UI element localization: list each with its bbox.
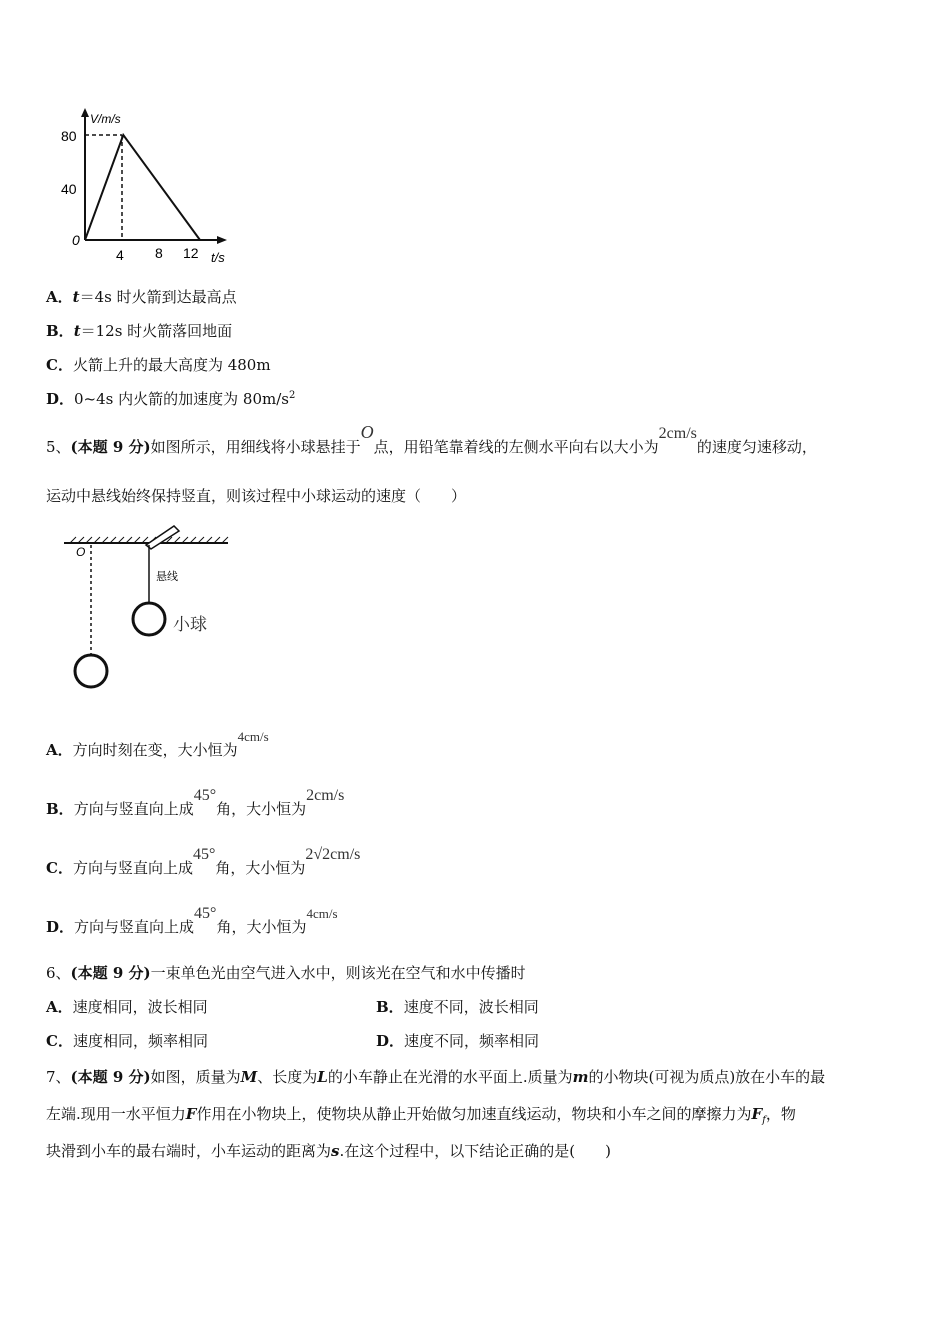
label-O: O: [76, 545, 86, 559]
q7-stem-line3: 块滑到小车的最右端时，小车运动的距离为s.在这个过程中，以下结论正确的是( ): [46, 1142, 611, 1160]
x-tick-12: 12: [183, 245, 199, 261]
q4-option-a: A．t＝4s 时火箭到达最高点: [46, 288, 237, 306]
initial-ball: [75, 655, 107, 687]
x-tick-8: 8: [155, 245, 163, 261]
q4-option-d: D．0~4s 内火箭的加速度为 $80m/s^2$: [46, 390, 296, 408]
q4-option-c: C．火箭上升的最大高度为 480m: [46, 356, 271, 374]
q5-option-d: D．方向与竖直向上成45°角，大小恒为4cm/s: [46, 905, 338, 936]
q6-option-b: B．速度不同，波长相同: [376, 998, 539, 1016]
y-tick-80: 80: [61, 128, 77, 144]
q7-stem-line2: 左端.现用一水平恒力F作用在小物块上，使物块从静止开始做匀加速直线运动，物块和小车之间的摩擦力为$F_f$，物: [46, 1105, 796, 1126]
y-tick-40: 40: [61, 181, 77, 197]
y-tick-0: 0: [72, 232, 80, 248]
q6-option-d: D．速度不同，频率相同: [376, 1032, 540, 1050]
q6-option-c: C．速度相同，频率相同: [46, 1032, 208, 1050]
q5-option-c: C．方向与竖直向上成45°角，大小恒为2√2cm/s: [46, 846, 361, 877]
q5-stem-line1: 5、(本题 9 分)如图所示，用细线将小球悬挂于O点，用铅笔靠着线的左侧水平向右以大小为2cm/s的速度匀速移动，: [46, 422, 817, 456]
ball: [133, 603, 165, 635]
q6-option-a: A．速度相同，波长相同: [46, 998, 208, 1016]
q5-option-b: B．方向与竖直向上成45°角，大小恒为2cm/s: [46, 787, 345, 818]
label-string: 悬线: [156, 571, 178, 583]
y-axis-label: V/m/s: [90, 112, 121, 126]
q5-option-a: A．方向时刻在变，大小恒为4cm/s: [46, 729, 269, 759]
q7-stem-line1: 7、(本题 9 分)如图，质量为M、长度为L的小车静止在光滑的水平面上.质量为m的小物块(可视为质点)放在小车的最: [46, 1068, 826, 1086]
x-axis-label: t/s: [211, 250, 225, 265]
velocity-line: [85, 135, 200, 240]
y-axis-arrow: [81, 108, 89, 117]
x-tick-4: 4: [116, 247, 124, 263]
label-ball: 小球: [173, 615, 207, 634]
q6-stem: 6、(本题 9 分)一束单色光由空气进入水中，则该光在空气和水中传播时: [46, 964, 526, 982]
velocity-time-graph: [55, 105, 240, 270]
math-O: O: [360, 422, 374, 442]
q5-stem-line2: 运动中悬线始终保持竖直，则该过程中小球运动的速度（ ）: [46, 487, 467, 505]
x-axis-arrow: [217, 236, 227, 244]
pendulum-figure: [60, 520, 235, 695]
math-speed: 2cm/s: [658, 425, 697, 442]
q4-option-b: B．t＝12s 时火箭落回地面: [46, 322, 233, 340]
pencil-icon: [146, 526, 179, 549]
